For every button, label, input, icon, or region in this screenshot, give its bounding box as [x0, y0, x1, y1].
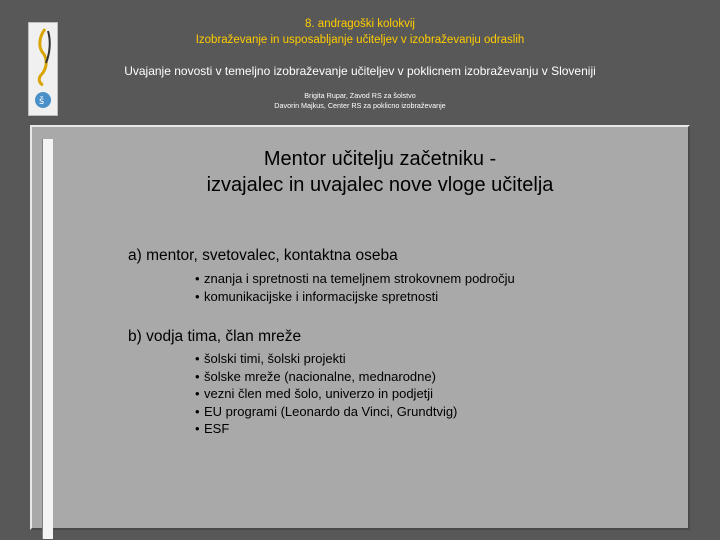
conference-theme: Izobraževanje in usposabljanje učiteljev v izobraževanju odraslih [195, 34, 525, 46]
list-item: • šolske mreže (nacionalne, mednarodne) [195, 368, 436, 384]
author-1: Brigita Rupar, Zavod RS za šolstvo [304, 91, 416, 100]
author-2: Davorin Majkus, Center RS za poklicno izobraževanje [274, 101, 446, 110]
section-a-heading: a) mentor, svetovalec, kontaktna oseba [128, 247, 398, 264]
list-item: • vezni člen med šolo, univerzo in podjetji [195, 386, 434, 401]
slide-title-line-2: izvajalec in uvajalec nove vloge učitelja [206, 174, 554, 196]
list-item: • ESF [195, 421, 230, 436]
conference-title [90, 16, 630, 48]
section-b-heading: b) vodja tima, član mreže [128, 328, 302, 345]
bullet-icon: • [195, 368, 200, 384]
section-b-list [195, 350, 457, 438]
list-item: • komunikacijske i informacijske spretnosti [195, 288, 439, 304]
list-item: • šolski timi, šolski projekti [195, 351, 346, 366]
conference-name: 8. andragoški kolokvij [305, 18, 415, 30]
bullet-icon: • [195, 403, 200, 419]
list-item: • EU programi (Leonardo da Vinci, Grundtvig) [195, 403, 458, 419]
bullet-icon: • [195, 386, 200, 401]
bullet-icon: • [195, 288, 200, 304]
slide-left-bar [42, 139, 53, 539]
authors [180, 91, 540, 111]
list-item: • znanja i spretnosti na temeljnem strokovnem področju [195, 271, 515, 286]
slide-title-line-1: Mentor učitelju začetniku - [263, 148, 497, 170]
section-a-list [195, 270, 515, 305]
presentation-subtitle: Uvajanje novosti v temeljno izobraževanje učiteljev v poklicnem izobraževanju v Sloveniji [124, 64, 596, 78]
svg-text:š: š [39, 96, 45, 107]
bullet-icon: • [195, 421, 200, 436]
institution-logo [28, 22, 58, 116]
bullet-icon: • [195, 351, 200, 366]
bullet-icon: • [195, 271, 200, 286]
slide-title [120, 146, 640, 198]
institution-logo-icon [29, 23, 57, 115]
